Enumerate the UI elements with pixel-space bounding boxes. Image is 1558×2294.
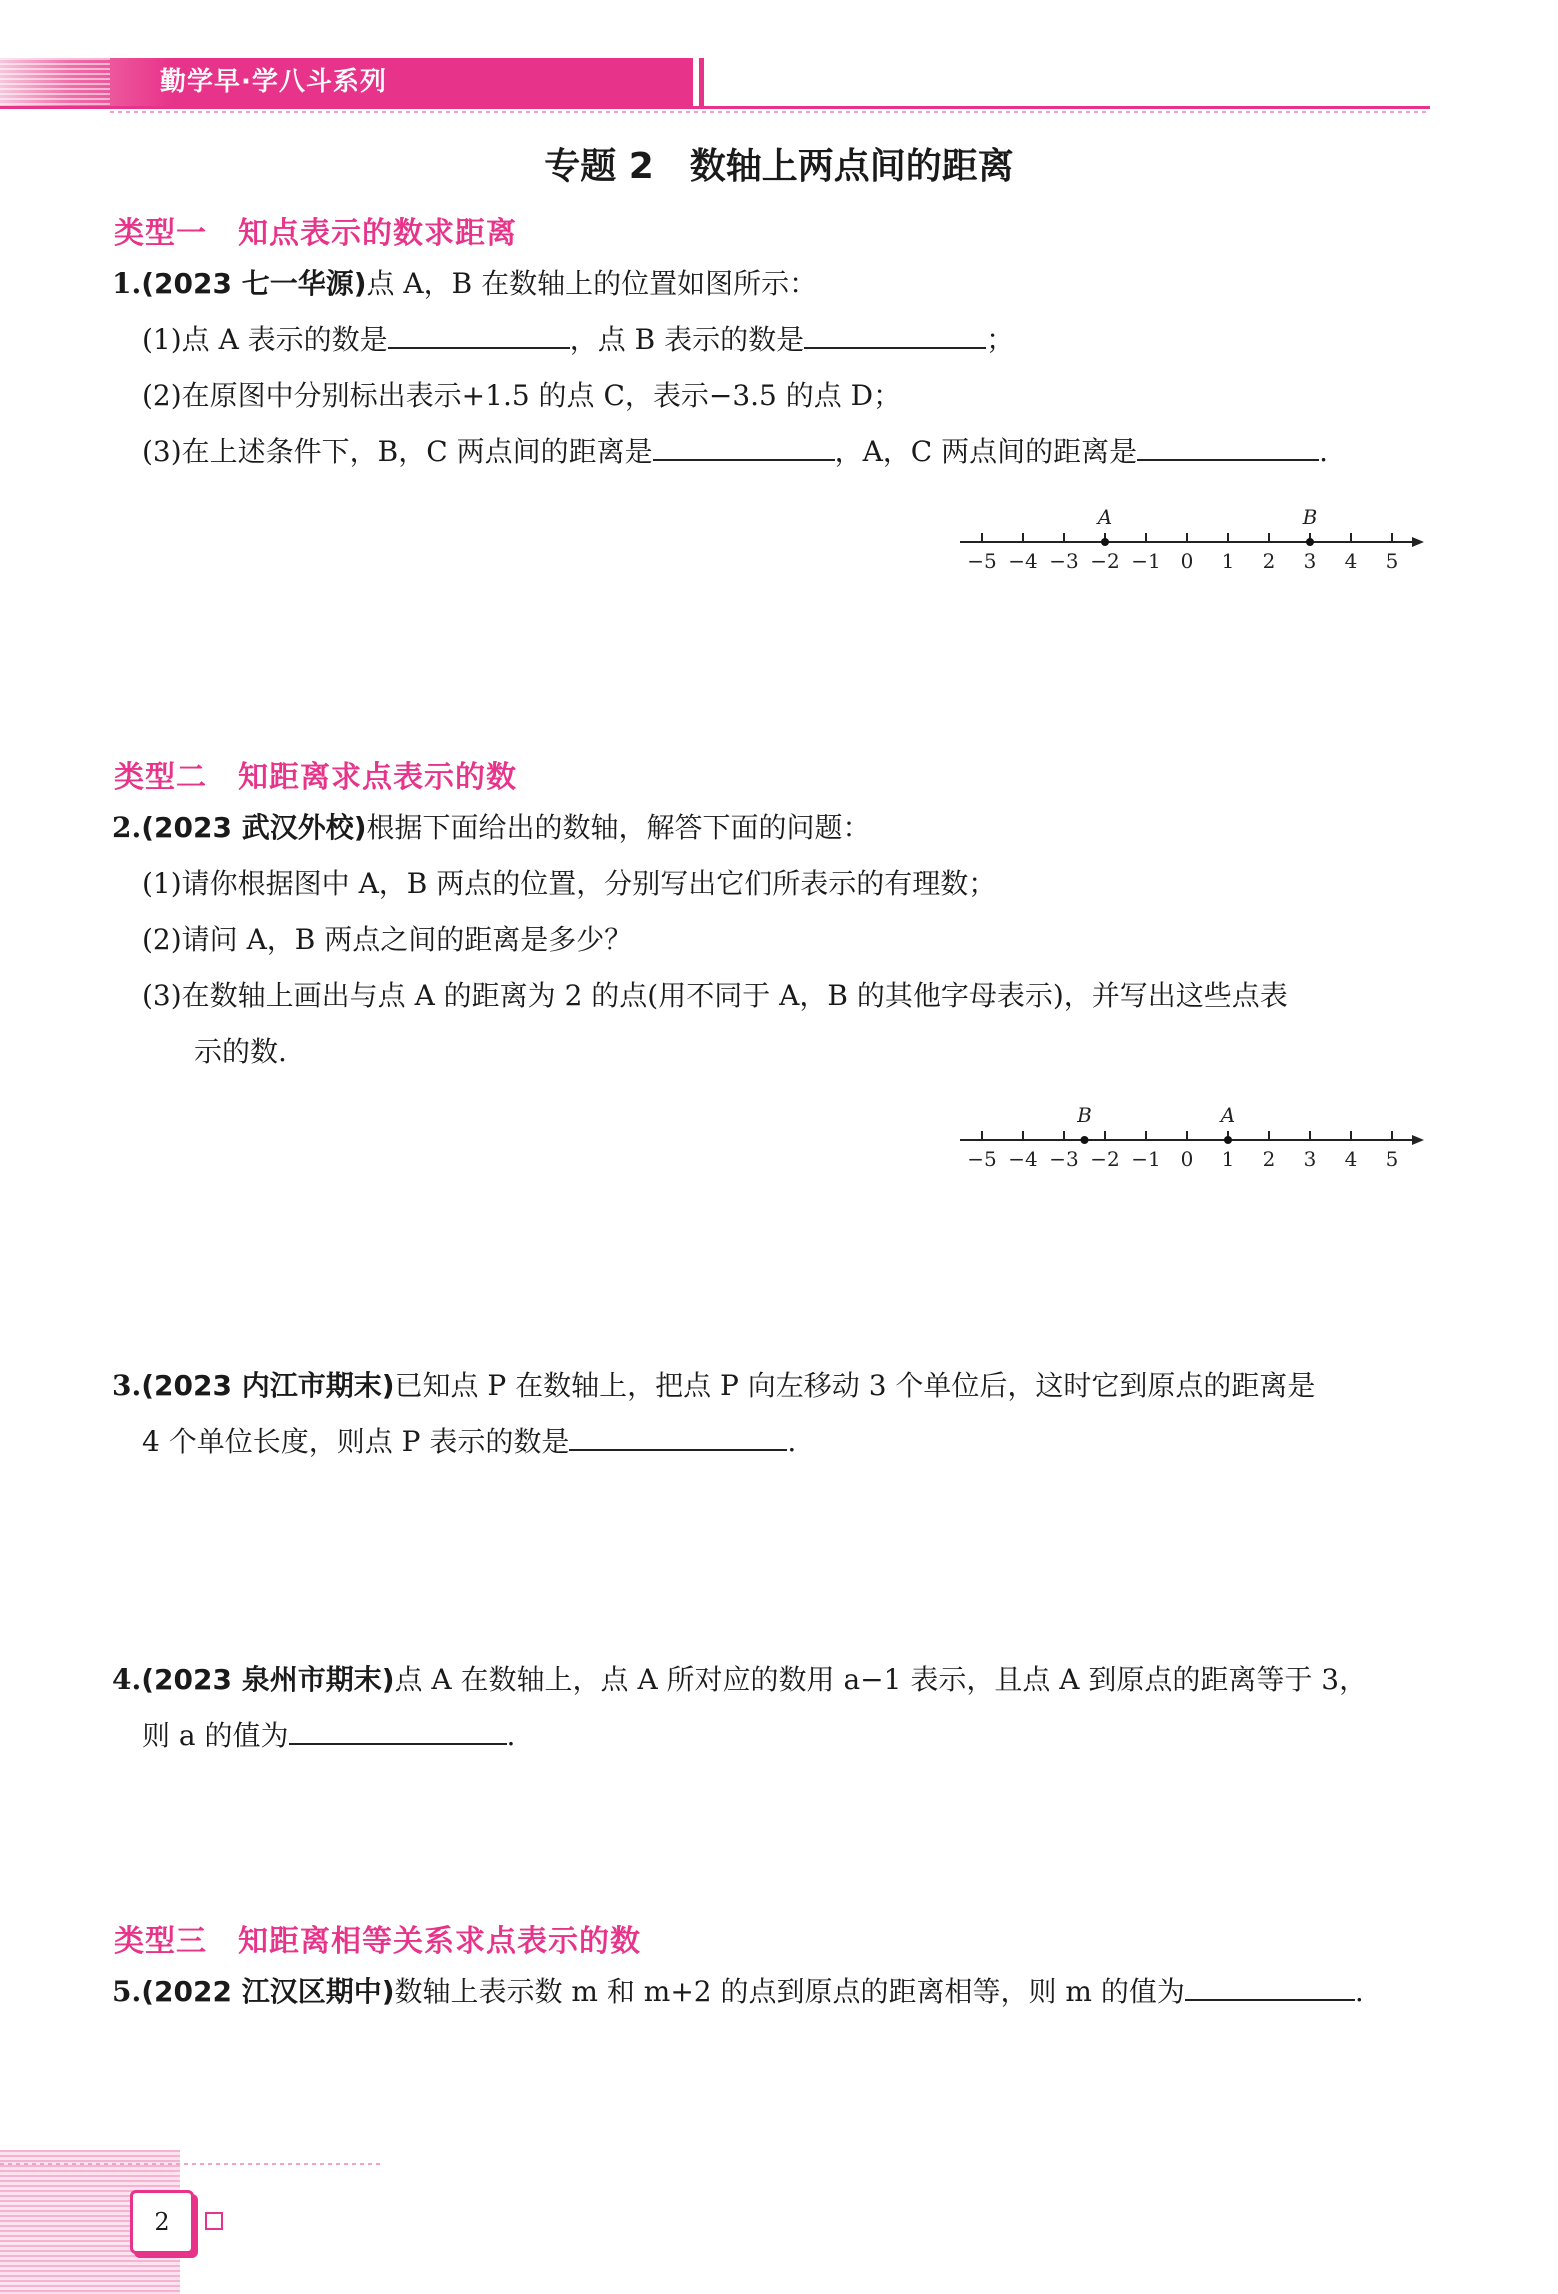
axis1-tick-label: 5	[1385, 549, 1399, 573]
axis2-tick-label: −3	[1049, 1147, 1079, 1171]
axis1-tick-label: −5	[967, 549, 997, 573]
q4-end: .	[506, 1719, 516, 1752]
q1-part3	[142, 432, 1328, 472]
q4-stem	[112, 1660, 1367, 1700]
section-heading-1: 类型一 知点表示的数求距离	[114, 216, 517, 251]
axis1-point-B	[1306, 538, 1314, 546]
number-line-1	[950, 500, 1430, 580]
axis1-tick-label: 1	[1221, 549, 1235, 573]
axis1-point-A	[1101, 538, 1109, 546]
q1-number: 1.	[112, 267, 142, 300]
q4-stem-text: 点 A 在数轴上，点 A 所对应的数用 a−1 表示，且点 A 到原点的距离等于 3，	[394, 1663, 1368, 1696]
axis1-tick-label: 4	[1344, 549, 1358, 573]
q1-part3-end: .	[1319, 435, 1329, 468]
page-title: 专题 2 数轴上两点间的距离	[544, 146, 1014, 187]
q1-stem-text: 点 A，B 在数轴上的位置如图所示：	[366, 267, 818, 300]
q1-part2: (2)在原图中分别标出表示+1.5 的点 C，表示−3.5 的点 D；	[142, 379, 902, 412]
q3-source: (2023 内江市期末)	[141, 1369, 395, 1402]
q1-blank-d[interactable]	[1137, 435, 1319, 461]
axis2-tick-label: −5	[967, 1147, 997, 1171]
q5-stem	[112, 1972, 1364, 2012]
q3-line2	[142, 1422, 796, 1462]
q1-part3-text-b: ，A，C 两点间的距离是	[834, 435, 1138, 468]
header-dotted-rule	[110, 111, 1430, 113]
q3-line2-text: 4 个单位长度，则点 P 表示的数是	[142, 1425, 570, 1458]
q1-source: (2023 七一华源)	[141, 267, 367, 300]
q4-blank[interactable]	[289, 1719, 507, 1745]
axis1-tick-label: 0	[1180, 549, 1194, 573]
axis2-axis-arrow	[1412, 1135, 1424, 1145]
section-heading-3: 类型三 知距离相等关系求点表示的数	[114, 1924, 641, 1959]
q3-end: .	[787, 1425, 797, 1458]
axis2-point-B	[1081, 1136, 1089, 1144]
number-line-2	[950, 1098, 1430, 1178]
q2-part1: (1)请你根据图中 A，B 两点的位置，分别写出它们所表示的有理数；	[142, 867, 997, 900]
q5-stem-text: 数轴上表示数 m 和 m+2 的点到原点的距离相等，则 m 的值为	[394, 1975, 1185, 2008]
q5-end: .	[1354, 1975, 1364, 2008]
axis2-point-label-B: B	[1077, 1103, 1092, 1127]
q4-source: (2023 泉州市期末)	[141, 1663, 395, 1696]
axis2-tick-label: 0	[1180, 1147, 1194, 1171]
axis2-point-A	[1224, 1136, 1232, 1144]
q2-number: 2.	[112, 811, 142, 844]
axis2-tick-label: 1	[1221, 1147, 1235, 1171]
axis2-tick-label: −2	[1090, 1147, 1120, 1171]
q5-number: 5.	[112, 1975, 142, 2008]
q1-part1-end: ；	[986, 323, 1015, 356]
header-rule	[0, 106, 1430, 109]
q1-blank-b[interactable]	[804, 323, 986, 349]
axis2-tick-label: −1	[1131, 1147, 1161, 1171]
q2-stem	[112, 808, 871, 848]
axis2-tick-label: 3	[1303, 1147, 1317, 1171]
q1-blank-c[interactable]	[653, 435, 835, 461]
q3-number: 3.	[112, 1369, 142, 1402]
axis1-tick-label: 2	[1262, 549, 1276, 573]
axis1-point-label-A: A	[1097, 505, 1113, 529]
q1-part3-text: (3)在上述条件下，B，C 两点间的距离是	[142, 435, 653, 468]
q1-part1-text-b: ，点 B 表示的数是	[569, 323, 805, 356]
axis1-tick-label: −2	[1090, 549, 1120, 573]
q1-stem	[112, 264, 817, 304]
q5-blank[interactable]	[1185, 1975, 1355, 2001]
q1-part1-text: (1)点 A 表示的数是	[142, 323, 388, 356]
q2-source: (2023 武汉外校)	[141, 811, 367, 844]
axis2-tick-label: 4	[1344, 1147, 1358, 1171]
q4-line2	[142, 1716, 515, 1756]
header-bars	[490, 58, 710, 106]
axis1-tick-label: −3	[1049, 549, 1079, 573]
page-number: 2	[130, 2190, 194, 2254]
axis2-tick-label: 5	[1385, 1147, 1399, 1171]
q3-blank[interactable]	[569, 1425, 787, 1451]
q2-stem-text: 根据下面给出的数轴，解答下面的问题：	[366, 811, 871, 844]
q3-stem-text: 已知点 P 在数轴上，把点 P 向左移动 3 个单位后，这时它到原点的距离是	[394, 1369, 1316, 1402]
q1-part1	[142, 320, 1014, 360]
axis1-tick-label: −4	[1008, 549, 1038, 573]
q4-number: 4.	[112, 1663, 142, 1696]
footer-dotted-rule	[0, 2163, 380, 2165]
q3-stem	[112, 1366, 1315, 1406]
axis1-tick-label: 3	[1303, 549, 1317, 573]
q4-line2-text: 则 a 的值为	[142, 1719, 289, 1752]
q2-part3: (3)在数轴上画出与点 A 的距离为 2 的点(用不同于 A，B 的其他字母表示)，并写出这些点表	[142, 979, 1288, 1012]
q1-blank-a[interactable]	[388, 323, 570, 349]
axis2-tick-label: 2	[1262, 1147, 1276, 1171]
axis1-tick-label: −1	[1131, 549, 1161, 573]
axis1-point-label-B: B	[1302, 505, 1318, 529]
section-heading-2: 类型二 知距离求点表示的数	[114, 760, 517, 795]
footer-square-icon	[205, 2212, 223, 2230]
axis1-axis-arrow	[1412, 537, 1424, 547]
axis2-tick-label: −4	[1008, 1147, 1038, 1171]
axis2-point-label-A: A	[1220, 1103, 1236, 1127]
q5-source: (2022 江汉区期中)	[141, 1975, 395, 2008]
header-stripes	[0, 58, 110, 106]
q2-part2: (2)请问 A，B 两点之间的距离是多少？	[142, 923, 633, 956]
q2-part3-cont: 示的数.	[194, 1035, 287, 1068]
series-title: 勤学早·学八斗系列	[160, 67, 387, 97]
